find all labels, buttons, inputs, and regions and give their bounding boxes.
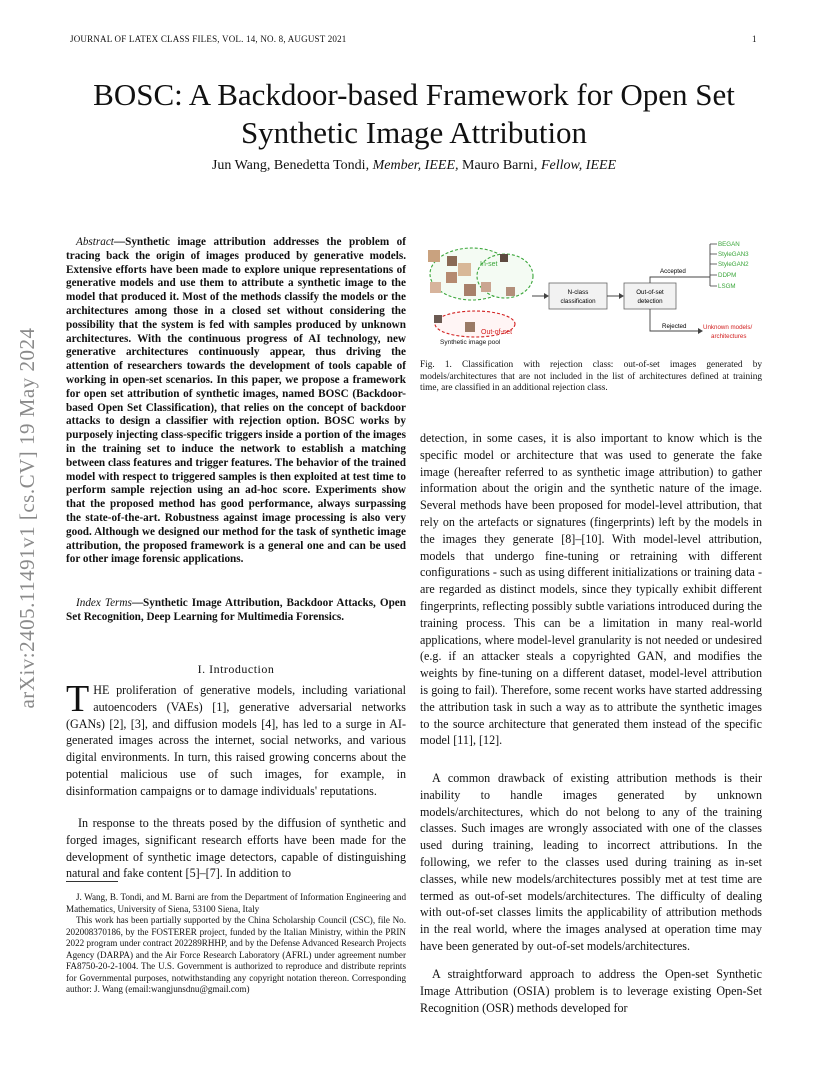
classifier-box [549,283,607,309]
intro-paragraph-2: In response to the threats posed by the diffusion of synthetic and forged images, significant research efforts have been made for the development of synthetic image detectors, capable of distinguishing natural and fake content [5]–[7]. In addition to [66,816,406,881]
section-heading: I. Introduction [197,662,275,676]
index-terms-heading: Index Terms [76,597,132,609]
author-2: Mauro Barni, [462,158,538,173]
face-thumbnail [428,250,440,262]
arrow-head [544,293,549,299]
face-thumbnail [464,284,476,296]
face-thumbnail [500,254,508,262]
face-thumbnail [458,263,471,276]
author-list [40,158,788,174]
face-thumbnail [446,272,457,283]
intro-paragraph-1 [66,678,406,800]
class-label: StyleGAN2 [718,261,749,268]
page-number: 1 [752,34,757,44]
in-set-label: In-set [480,261,498,268]
intro-paragraph-3: detection, in some cases, it is also important to know which is the specific model or architecture that was used to generate the fake image (hereafter referred to as synthetic image attribution) to gather information about the origin and the synthetic nature of the image. Several methods have been proposed for model-level attribution, that rely on the artefacts or signatures (fingerprints) left by the models in the images they generate [8]–[10]. With model-level attribution, models that undergo fine-tuning or retraining with different configurations - such as using different initializations or training data - are regarded as distinct models, since they typically exhibit different fingerprints, reflecting possibly subtle variations introduced during the training process. This can be a limitation in many real-world applications, where model-level granularity is not needed or undesired (e.g. if an attacker steals a copyrighted GAN, and modifies the weights by fine-tuning on a different dataset, model-level attribution is going to fail). Therefore, some recent works have started addressing the attribution task in such a way as to attribute the synthetic images to the source architecture that generated them instead of the specific model [11], [12]. [420,431,762,748]
accepted-path [650,277,710,283]
title-line-2: Synthetic Image Attribution [240,115,588,150]
out-of-set-label: Out-of-set [481,329,513,336]
classifier-label-line-1: N-class [567,289,589,296]
abstract [66,236,406,567]
face-thumbnail [434,315,442,323]
intro-paragraph-4: A common drawback of existing attribution methods is their inability to handle images generated by unknown models/architectures, which do not belong to any of the training classes. Such images are wrongly associated with one of the classes used during training, leading to incorrect attributions. In the following, we refer to the classes used during training as in-set classes, while new models/architectures possibly met at test time are termed as out-of-set models/architectures. The difficulty of dealing with out-of-set classes limits the applicability of attribution methods in the real world, where the images analysed at operation time may have been generated by out-of-set models/architectures. [420,771,762,953]
face-thumbnail [481,282,491,292]
abstract-text: —Synthetic image attribution addresses the problem of tracing back the origin of images produced by generative models. Extensive efforts have been made to explore unique representations of generative models and use them to attribute a synthetic image to the model that produced it. Most of the methods classify the models or the architectures among those in a closed set without considering the possibility that the system is fed with samples produced by unknown architectures. With the continuous progress of AI technology, new generative architectures continuously appear, thus driving the attention of researchers towards the development of tools capable of working in open-set scenarios. In this paper, we propose a framework for open set attribution of synthetic images, named BOSC (Backdoor-based Open Set Classification), that relies on the concept of backdoor attacks to design a classifier with rejection option. BOSC works by purposely injecting class-specific triggers inside a portion of the images in the training set to induce the network to establish a matching between class features and trigger features. The behavior of the trained model with respect to triggered samples is then exploited at test time to perform sample rejection using an ad-hoc score. Experiments show that the proposed method has good performance, always surpassing the state-of-the-art. Robustness against image processing is also very good. Although we designed our method for the task of synthetic image attribution, the proposed framework is a general one and can be used for other image forensic applications. [66,236,406,566]
arxiv-identifier: arXiv:2405.11491v1 [cs.CV] 19 May 2024 [15,327,39,709]
detector-label-line-1: Out-of-set [636,289,664,296]
arxiv-stamp [14,268,40,768]
paper-title [40,76,788,152]
figure-1-diagram [420,236,765,351]
footnote [66,892,406,996]
classifier-label-line-2: classification [560,298,596,305]
author-1: Jun Wang, Benedetta Tondi, [211,158,370,173]
footnote-rule [66,881,118,882]
figure-caption: Fig. 1. Classification with rejection class: out-of-set images generated by models/architectures that are not included in the list of architectures defined at training time, are classified in an additional rejection class. [420,360,762,393]
class-label: BEGAN [718,241,740,248]
class-arrows [710,244,717,286]
face-thumbnail [465,322,475,332]
in-set-cloud [430,248,533,300]
drop-cap: T [66,678,90,720]
intro-paragraph-5: A straightforward approach to address the Open-set Synthetic Image Attribution (OSIA) problem is to leverage existing Open-Set Recognition (OSR) methods developed for [420,967,762,1015]
detector-box [624,283,676,309]
class-label: LSGM [718,283,736,290]
running-header: JOURNAL OF LATEX CLASS FILES, VOL. 14, NO. 8, AUGUST 2021 [70,34,347,44]
arrow-head [619,293,624,299]
rejected-label: Rejected [662,323,687,330]
image-pool-label: Synthetic image pool [440,339,501,346]
index-terms [66,597,406,625]
class-label: DDPM [718,272,737,279]
author-2-role: Fellow, IEEE [540,158,617,173]
class-label: StyleGAN3 [718,251,749,258]
face-thumbnail [506,287,515,296]
author-1-role: Member, IEEE, [372,158,459,173]
intro-paragraph-1-text: HE proliferation of generative models, including variational autoencoders (VAEs) [1], generative adversarial networks (GANs) [2], [3], and diffusion models [4], has led to a surge in AI-generated images across the internet, social networks, and various digital environments. In turn, this raised growing concerns about the potential malicious use of such images, for example, in disinformation campaigns or to damage individuals' reputations. [66,683,406,798]
unknown-label-line-1: Unknown models/ [703,324,753,331]
footnote-affiliation: J. Wang, B. Tondi, and M. Barni are from the Department of Information Engineering and Mathematics, University of Siena, 53100 Siena, Italy [66,892,406,914]
abstract-heading: Abstract [76,236,114,248]
unknown-label-line-2: architectures [711,333,747,340]
footnote-funding: This work has been partially supported by the China Scholarship Council (CSC), file No. 202008370186, by the FOSTERER project, funded by the Italian Ministry, within the PRIN 2022 program under contract 202289RHHP, and by the Defense Advanced Research Projects Agency (DARPA) and the Air Force Research Laboratory (AFRL) under agreement number FA8750-20-2-1004. The U.S. Government is authorized to reproduce and distribute reprints for Governmental purposes, notwithstanding any copyright notation thereon. Corresponding author: J. Wang (email:wangjunsdnu@gmail.com) [66,915,406,994]
accepted-label: Accepted [660,268,686,275]
title-line-1: BOSC: A Backdoor-based Framework for Open Set [93,77,735,112]
index-terms-text: —Synthetic Image Attribution, Backdoor Attacks, Open Set Recognition, Deep Learning for Multimedia Forensics. [66,597,406,623]
face-thumbnail [430,282,441,293]
face-thumbnail [447,256,457,266]
detector-label-line-2: detection [637,298,663,305]
